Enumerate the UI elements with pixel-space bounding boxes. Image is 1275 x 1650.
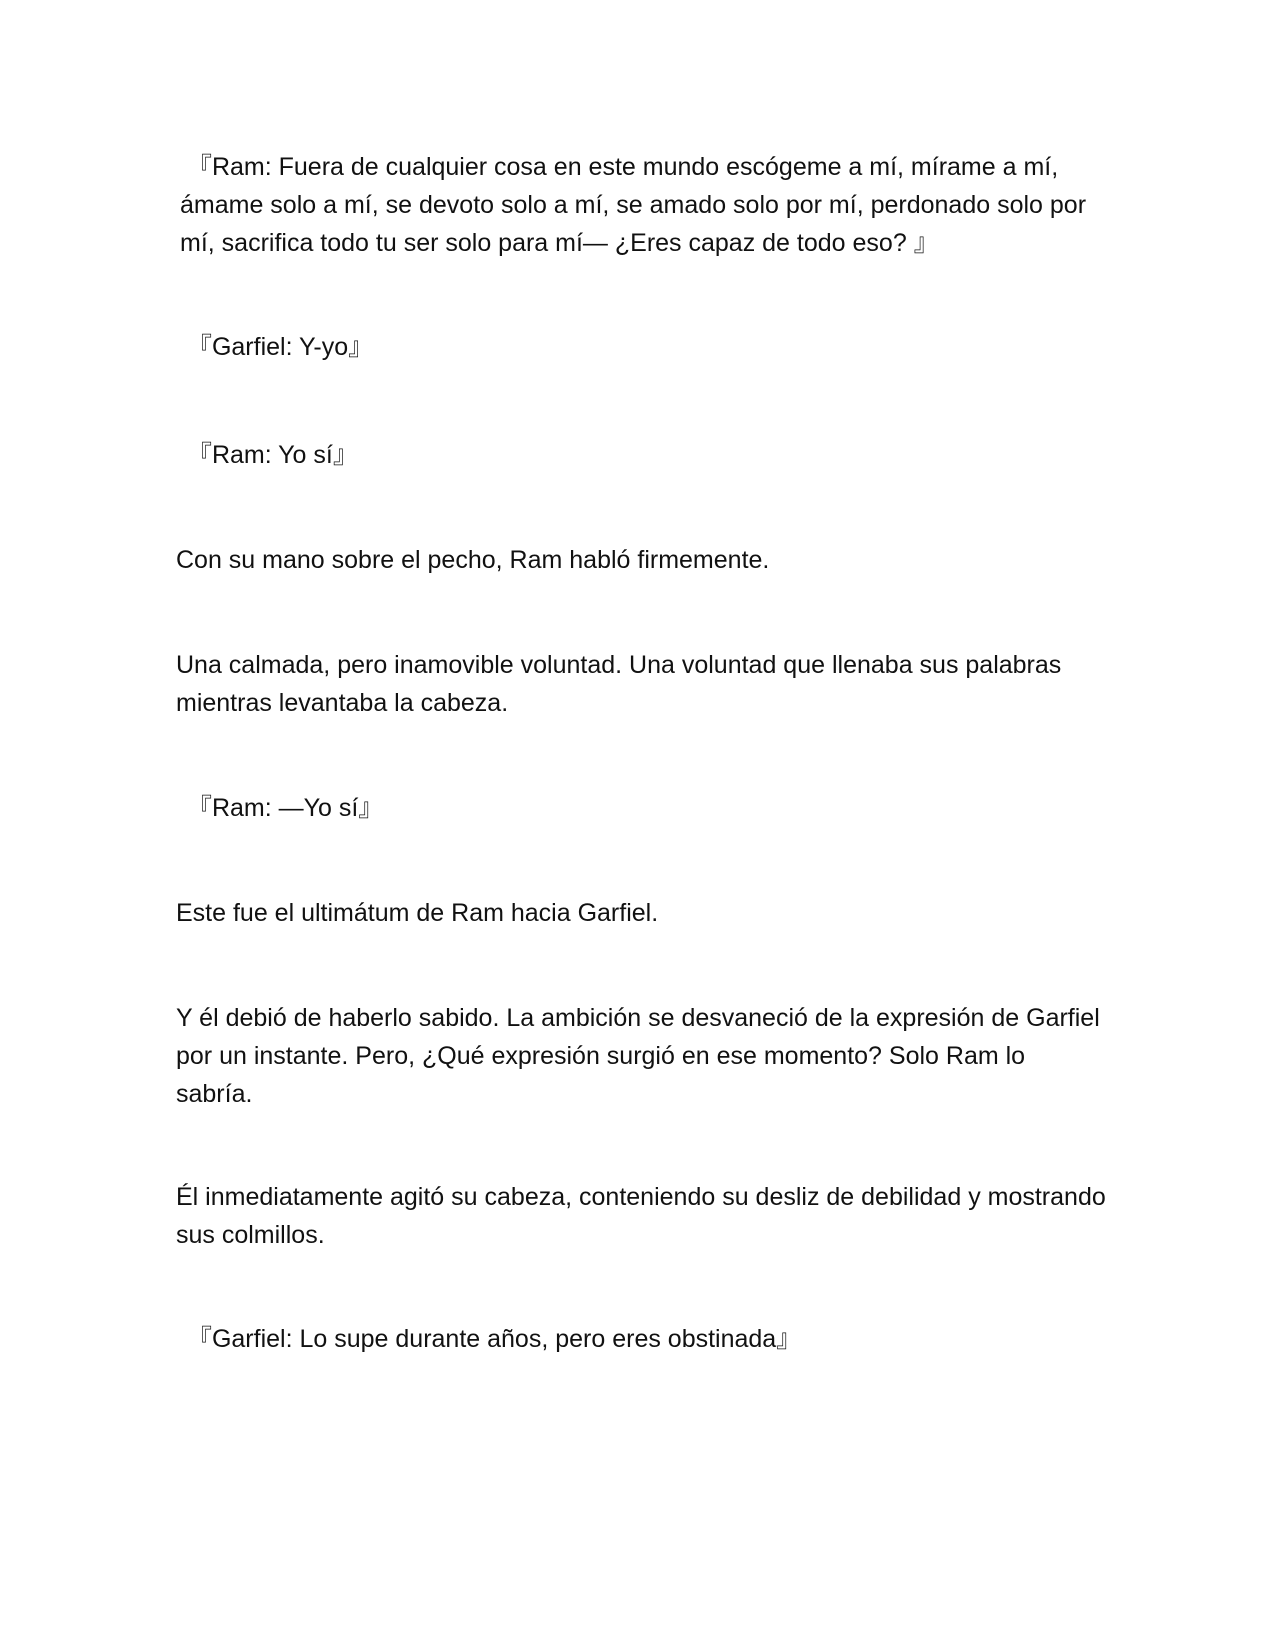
paragraph-narration-1: Con su mano sobre el pecho, Ram habló firmemente.	[176, 546, 770, 574]
paragraph-narration-5: Él inmediatamente agitó su cabeza, conteniendo su desliz de debilidad y mostrando sus colmillos.	[176, 1183, 1113, 1249]
paragraph-narration-3: Este fue el ultimátum de Ram hacia Garfiel.	[176, 899, 659, 927]
paragraph-ram-dialogue-3: 『Ram: —Yo sí』	[180, 794, 384, 822]
paragraph-garfiel-dialogue-2: 『Garfiel: Lo supe durante años, pero eres obstinada』	[180, 1325, 802, 1353]
paragraph-ram-dialogue-2: 『Ram: Yo sí』	[180, 441, 358, 469]
paragraph-narration-2: Una calmada, pero inamovible voluntad. Una voluntad que llenaba sus palabras mientras levantaba la cabeza.	[176, 651, 1069, 717]
paragraph-garfiel-dialogue-1: 『Garfiel: Y-yo』	[180, 333, 374, 361]
paragraph-narration-4: Y él debió de haberlo sabido. La ambición se desvaneció de la expresión de Garfiel por un instante. Pero, ¿Qué expresión surgió en ese momento? Solo Ram lo sabría.	[176, 1004, 1107, 1108]
paragraph-ram-dialogue-1: 『Ram: Fuera de cualquier cosa en este mundo escógeme a mí, mírame a mí, ámame solo a mí, se devoto solo a mí, se amado solo por mí, perdonado solo por mí, sacrifica todo tu ser solo para mí— ¿Eres capaz de todo eso? 』	[180, 153, 1093, 257]
